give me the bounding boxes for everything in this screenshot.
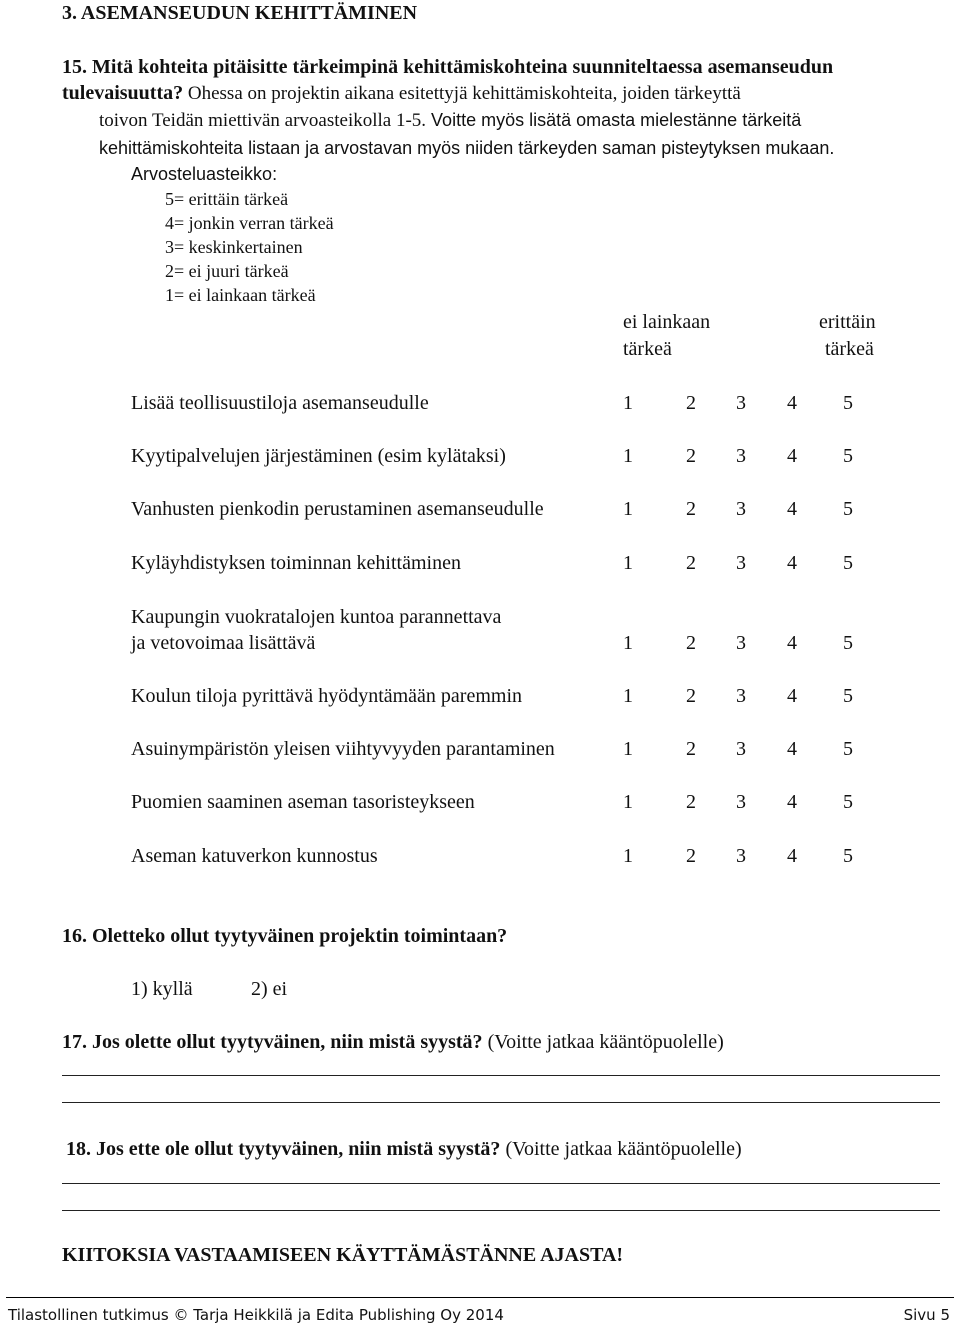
item-label: Puomien saaminen aseman tasoristeykseen — [131, 791, 475, 813]
item-label: Kyytipalvelujen järjestäminen (esim kylätaksi) — [131, 445, 506, 467]
rating-option-3[interactable]: 3 — [736, 632, 746, 654]
q17-answer-line-2[interactable] — [62, 1102, 940, 1103]
rating-option-1[interactable]: 1 — [623, 791, 633, 813]
rating-option-5[interactable]: 5 — [843, 392, 853, 414]
rating-option-2[interactable]: 2 — [686, 738, 696, 760]
rating-option-3[interactable]: 3 — [736, 845, 746, 867]
q17-question: 17. Jos olette ollut tyytyväinen, niin mistä syystä? — [62, 1031, 483, 1053]
rating-option-5[interactable]: 5 — [843, 738, 853, 760]
rating-option-5[interactable]: 5 — [843, 552, 853, 574]
rating-option-5[interactable]: 5 — [843, 632, 853, 654]
rating-option-1[interactable]: 1 — [623, 632, 633, 654]
rating-option-4[interactable]: 4 — [787, 552, 797, 574]
high-anchor-line2: tärkeä — [825, 338, 874, 360]
item-label: Lisää teollisuustiloja asemanseudulle — [131, 392, 429, 414]
rating-option-1[interactable]: 1 — [623, 738, 633, 760]
rating-option-3[interactable]: 3 — [736, 498, 746, 520]
rating-option-5[interactable]: 5 — [843, 791, 853, 813]
rating-option-2[interactable]: 2 — [686, 685, 696, 707]
q15-line2 — [62, 82, 741, 105]
rating-option-3[interactable]: 3 — [736, 685, 746, 707]
q15-heading-end: tulevaisuutta? — [62, 82, 184, 104]
q17-answer-line-1[interactable] — [62, 1075, 940, 1076]
q18-prompt — [66, 1138, 742, 1161]
rating-option-4[interactable]: 4 — [787, 738, 797, 760]
rating-option-3[interactable]: 3 — [736, 738, 746, 760]
rating-option-3[interactable]: 3 — [736, 392, 746, 414]
item-label: Kyläyhdistyksen toiminnan kehittäminen — [131, 552, 461, 574]
thanks-note: KIITOKSIA VASTAAMISEEN KÄYTTÄMÄSTÄNNE AJASTA! — [62, 1244, 624, 1266]
q15-instructions-b: toivon Teidän miettivän arvoasteikolla 1-5. — [99, 110, 427, 131]
rating-option-5[interactable]: 5 — [843, 445, 853, 467]
scale-title: Arvosteluasteikko: — [131, 164, 278, 184]
rating-option-1[interactable]: 1 — [623, 685, 633, 707]
item-label: Vanhusten pienkodin perustaminen asemanseudulle — [131, 498, 544, 520]
rating-option-4[interactable]: 4 — [787, 632, 797, 654]
scale-3: 3= keskinkertainen — [165, 237, 303, 257]
rating-option-3[interactable]: 3 — [736, 445, 746, 467]
q16-question: 16. Oletteko ollut tyytyväinen projektin toimintaan? — [62, 925, 508, 947]
footer-copyright: Tilastollinen tutkimus © Tarja Heikkilä ja Edita Publishing Oy 2014 — [8, 1306, 504, 1324]
rating-option-3[interactable]: 3 — [736, 791, 746, 813]
rating-option-1[interactable]: 1 — [623, 498, 633, 520]
low-anchor-line2: tärkeä — [623, 338, 672, 360]
q15-line4: kehittämiskohteita listaan ja arvostavan myös niiden tärkeyden saman pisteytyksen mukaan. — [99, 138, 835, 158]
q15-instructions-a: Ohessa on projektin aikana esitettyjä kehittämiskohteita, joiden tärkeyttä — [183, 83, 741, 104]
rating-option-5[interactable]: 5 — [843, 845, 853, 867]
q17-note: (Voitte jatkaa kääntöpuolelle) — [482, 1031, 724, 1053]
rating-option-2[interactable]: 2 — [686, 632, 696, 654]
q18-answer-line-2[interactable] — [62, 1210, 940, 1211]
q16-option-yes[interactable]: 1) kyllä — [131, 978, 193, 1000]
low-anchor-line1: ei lainkaan — [623, 311, 711, 333]
rating-option-4[interactable]: 4 — [787, 685, 797, 707]
rating-option-1[interactable]: 1 — [623, 845, 633, 867]
page-number: Sivu 5 — [903, 1306, 950, 1324]
rating-option-1[interactable]: 1 — [623, 552, 633, 574]
page-footer — [6, 1297, 954, 1328]
rating-option-5[interactable]: 5 — [843, 498, 853, 520]
q16-option-no[interactable]: 2) ei — [251, 978, 288, 1000]
rating-option-2[interactable]: 2 — [686, 552, 696, 574]
rating-option-1[interactable]: 1 — [623, 392, 633, 414]
q18-question: 18. Jos ette ole ollut tyytyväinen, niin mistä syystä? — [66, 1138, 501, 1160]
scale-2: 2= ei juuri tärkeä — [165, 261, 289, 281]
rating-option-2[interactable]: 2 — [686, 845, 696, 867]
scale-4: 4= jonkin verran tärkeä — [165, 213, 334, 233]
item-label: ja vetovoimaa lisättävä — [131, 632, 316, 654]
item-label: Kaupungin vuokratalojen kuntoa parannettava — [131, 606, 502, 628]
scale-5: 5= erittäin tärkeä — [165, 189, 289, 209]
rating-option-4[interactable]: 4 — [787, 845, 797, 867]
q15-line3 — [99, 110, 801, 132]
rating-option-4[interactable]: 4 — [787, 791, 797, 813]
rating-option-2[interactable]: 2 — [686, 498, 696, 520]
section-title: 3. ASEMANSEUDUN KEHITTÄMINEN — [62, 2, 418, 24]
rating-option-2[interactable]: 2 — [686, 392, 696, 414]
q18-note: (Voitte jatkaa kääntöpuolelle) — [500, 1138, 742, 1160]
item-label: Asuinympäristön yleisen viihtyvyyden parantaminen — [131, 738, 555, 760]
rating-option-4[interactable]: 4 — [787, 392, 797, 414]
q17-prompt — [62, 1031, 724, 1054]
rating-option-5[interactable]: 5 — [843, 685, 853, 707]
q15-heading: 15. Mitä kohteita pitäisitte tärkeimpinä kehittämiskohteina suunniteltaessa asemanseudun — [62, 56, 834, 78]
rating-option-1[interactable]: 1 — [623, 445, 633, 467]
rating-option-2[interactable]: 2 — [686, 445, 696, 467]
rating-option-2[interactable]: 2 — [686, 791, 696, 813]
rating-option-3[interactable]: 3 — [736, 552, 746, 574]
scale-1: 1= ei lainkaan tärkeä — [165, 285, 316, 305]
item-label: Koulun tiloja pyrittävä hyödyntämään paremmin — [131, 685, 523, 707]
rating-option-4[interactable]: 4 — [787, 445, 797, 467]
rating-option-4[interactable]: 4 — [787, 498, 797, 520]
high-anchor-line1: erittäin — [819, 311, 876, 333]
q15-instructions-c: Voitte myös lisätä omasta mielestänne tärkeitä — [426, 110, 802, 130]
q18-answer-line-1[interactable] — [62, 1183, 940, 1184]
item-label: Aseman katuverkon kunnostus — [131, 845, 378, 867]
